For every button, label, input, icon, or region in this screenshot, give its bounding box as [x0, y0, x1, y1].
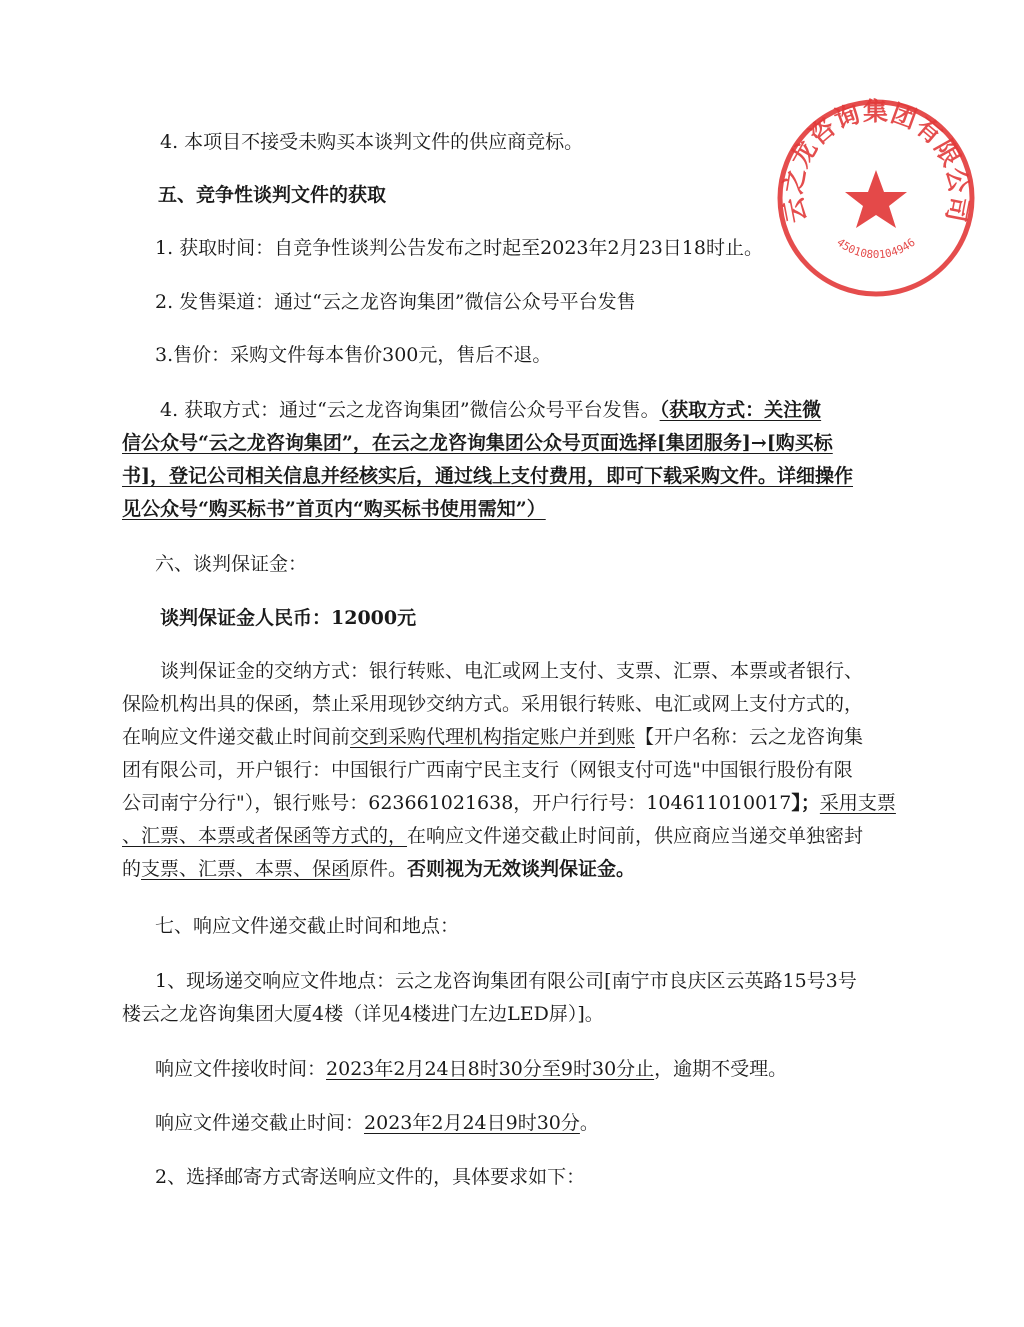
deposit-paragraph-line7 — [122, 854, 912, 884]
method-detail-3: 书]，登记公司相关信息并经核实后，通过线上支付费用，即可下载采购文件。详细操作 — [122, 465, 853, 487]
p7-a: 的 — [122, 858, 142, 880]
p5-b: 】； — [791, 792, 820, 814]
item4-no-purchase: 4. 本项目不接受未购买本谈判文件的供应商竞标。 — [160, 131, 584, 153]
receive-suffix: ，逾期不受理。 — [654, 1058, 788, 1080]
method-detail-4: 见公众号“购买标书”首页内“购买标书使用需知”） — [122, 498, 546, 520]
p5-a: 公司南宁分行"），银行账号：623661021638，开户行行号：104611010017 — [122, 792, 792, 814]
section5-method-line1 — [160, 395, 950, 425]
p5-c: 采用支票 — [819, 792, 896, 814]
p7-c: 原件。 — [350, 858, 408, 880]
section5-time: 1. 获取时间：自竞争性谈判公告发布之时起至2023年2月23日18时止。 — [155, 237, 763, 259]
p7-d: 否则视为无效谈判保证金。 — [407, 858, 636, 880]
receive-time: 2023年2月24日8时30分至9时30分止 — [326, 1058, 655, 1080]
site-line1: 1、现场递交响应文件地点：云之龙咨询集团有限公司[南宁市良庆区云英路15号3号 — [155, 970, 857, 992]
mail-line: 2、选择邮寄方式寄送响应文件的，具体要求如下： — [155, 1166, 586, 1188]
p6-b: 在响应文件递交截止时间前，供应商应当递交单独密封 — [407, 825, 864, 847]
p6-a: 、汇票、本票或者保函等方式的， — [122, 825, 408, 847]
seal-name: 云之龙咨询集团有限公司 — [778, 98, 974, 226]
deposit-paragraph-line6 — [122, 821, 912, 851]
deadline-suffix: 。 — [579, 1112, 599, 1134]
receive-label: 响应文件接收时间： — [155, 1058, 327, 1080]
deposit-amount: 谈判保证金人民币：12000元 — [160, 607, 417, 629]
deadline-label: 响应文件递交截止时间： — [155, 1112, 365, 1134]
deadline-time: 2023年2月24日9时30分 — [364, 1112, 580, 1134]
site-line2: 楼云之龙咨询集团大厦4楼（详见4楼进门左边LED屏）]。 — [122, 1003, 604, 1025]
deposit-paragraph-line4: 团有限公司，开户银行：中国银行广西南宁民主支行（网银支付可选"中国银行股份有限 — [122, 759, 853, 781]
p3-b: 交到采购代理机构指定账户并到账 — [350, 726, 636, 748]
deposit-paragraph-line3 — [122, 722, 912, 752]
method-detail-1: （获取方式：关注微 — [659, 399, 822, 421]
deposit-paragraph-line2: 保险机构出具的保函，禁止采用现钞交纳方式。采用银行转账、电汇或网上支付方式的， — [122, 693, 864, 715]
section7-heading: 七、响应文件递交截止时间和地点： — [155, 915, 460, 937]
method-detail-2: 信公众号“云之龙咨询集团”，在云之龙咨询集团公众号页面选择[集团服务]→[购买标 — [122, 432, 833, 454]
deposit-paragraph-line1: 谈判保证金的交纳方式：银行转账、电汇或网上支付、支票、汇票、本票或者银行、 — [160, 660, 864, 682]
deadline-line — [155, 1108, 945, 1138]
section5-price: 3.售价：采购文件每本售价300元，售后不退。 — [155, 344, 552, 366]
p3-a: 在响应文件递交截止时间前 — [122, 726, 351, 748]
deposit-paragraph-line5 — [122, 788, 912, 818]
section5-heading: 五、竞争性谈判文件的获取 — [158, 184, 387, 206]
section5-channel: 2. 发售渠道：通过“云之龙咨询集团”微信公众号平台发售 — [155, 291, 636, 313]
seal-code: 4501080104946 — [834, 235, 918, 262]
p7-b: 支票、汇票、本票、保函 — [141, 858, 351, 880]
method-prefix: 4. 获取方式：通过“云之龙咨询集团”微信公众号平台发售。 — [160, 399, 660, 421]
p3-c: 【开户名称：云之龙咨询集 — [635, 726, 864, 748]
section6-heading: 六、谈判保证金： — [155, 553, 308, 575]
receive-time-line — [155, 1054, 945, 1084]
